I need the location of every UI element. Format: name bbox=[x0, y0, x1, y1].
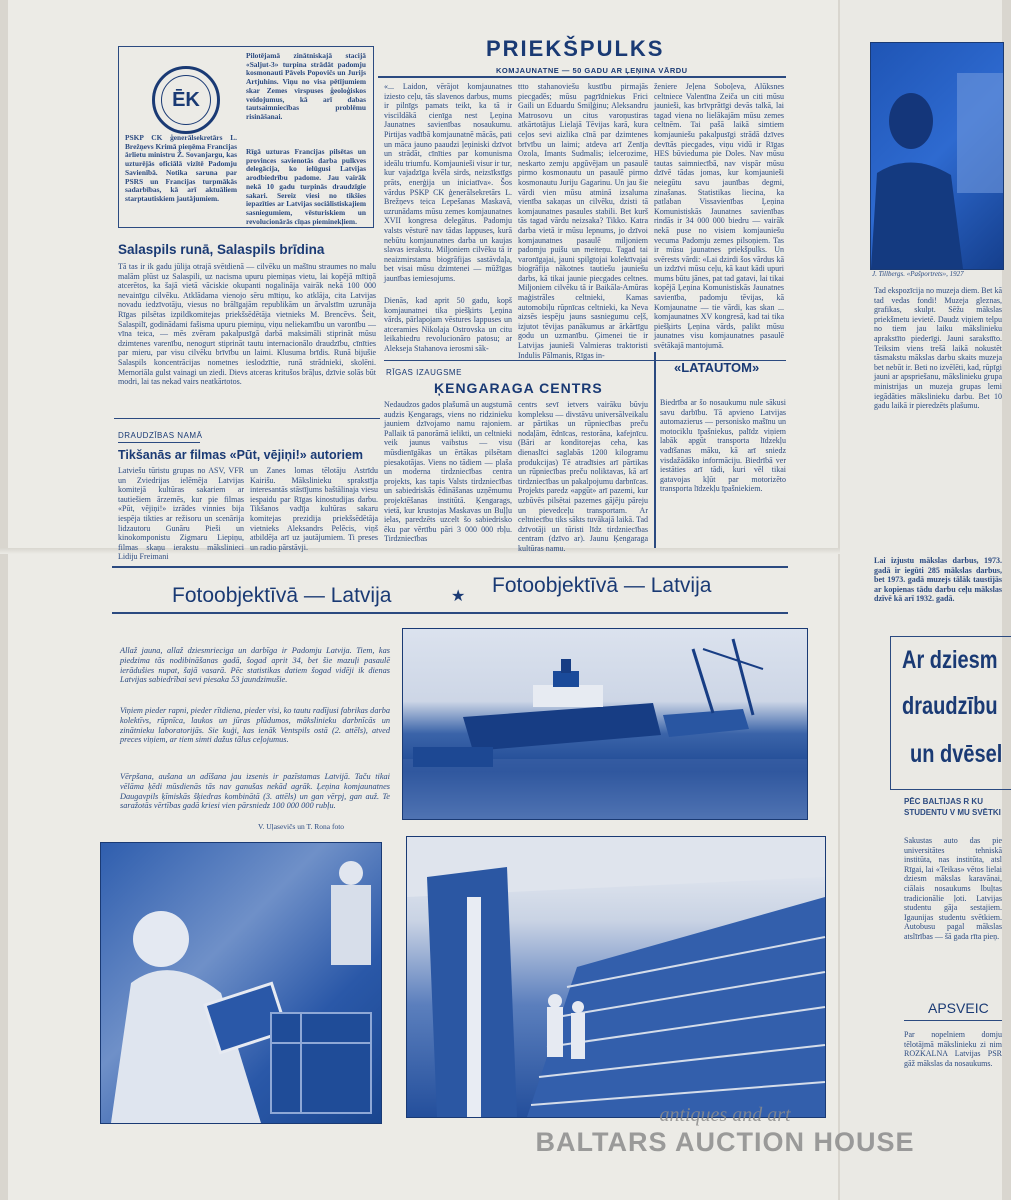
portrait-caption: J. Tillbergs. «Pašportrets», 1927 bbox=[872, 270, 964, 278]
foto-band-top-rule bbox=[112, 566, 788, 568]
logo-emblem-icon bbox=[152, 66, 220, 134]
right-headline-line-1: Ar dziesm bbox=[902, 646, 998, 674]
kengaraga-body-a: Nedaudzos gados plašumā un augstumā audzis Ķengarags, viens no ridzinieku jauniem dzīvojamo namu rajoniem. Pallaik tā panorāmā ielikti, un celtnieki veik jaunus vaibstus — visu mūsdienīgākas un ērtākas pilsētam piesakotājas. Viens no tādiem — plaša un moderna tirdzniecības centra projekts, kas tapis Valsts tirdzniecības un sabiedriskās ēdināšanas uzņēmumu projektēšanas institūtā. Ķengarags, vietā, kur krustojas Maskavas un Buļļu ielas, paredzēts uzcelt šo sabiedrisko ēku par vērtību pāri 3 000 000 rbļu. Tirdzniecības bbox=[384, 400, 512, 544]
worker-illustration bbox=[101, 843, 381, 1123]
tiksanas-kicker: DRAUDZĪBAS NAMĀ bbox=[118, 431, 203, 440]
factory-illustration bbox=[407, 837, 825, 1117]
foto-intro-1: Allaž jauna, allaž dziesmrieciga un darbīga ir Padomju Latvija. Tiem, kas piedzima tās nodibināšanas gadā, šogad aprit 34, bet šie mazuļi pasaulē ierādušies nupat, šajā vasarā. Pēc statistikas datiem šogad vidēji ik dienas Latvijas sabiedrībai sevi piesaka 53 jaundzimušie. bbox=[120, 646, 390, 685]
right-page-body: Tad ekspozīcija no muzeja diem. Bet kā tad vedas fondi! Muzeja gleznas, grafikas, skulpt. Sēžu mākslas priekšmetu ievietē. Daudz viņiem telpu no tiem jau laiku mākslinieku aprakstīto piederīgi. Jauni sarakstīto. Teiksim viens trešā laikā nokustēt tāsmakstu mākslas darbu skaits muzeja bet nebūt ir. Beti no izvēlēti, kad, rūpīgi jauni ar apspriešanu, mākslinieku grupa ministrijas un muzeja grupas lemi iegādāties mākslinieku darbu. Bet 10 gadu laikā ir pieredzēts plašumu. bbox=[874, 286, 1002, 411]
priekspulks-col-3: ženiere Jeļena Soboļeva, Alūksnes celtniece Valentīna Zeiča un citi mūsu jaunieši, kas brīvprātīgi devās talkā, lai tagad viena no lielākajām mūsu zemes celtnēm. Tai pašā laikā simtiem komjauniešu pakalpusīgi strādā dzīves devītās piecgades, viņu vidū ir Rīgas HES būvieduma pie Doles. Nav mūsu tautas saimniecībā, nav vispār mūsu dzīvē tādas jomas, kur komjaunieši neiegūtu savu jaunības degmi, zinašanas. Statistikas liecina, ka patlaban Vissavienības Ļeņina Komunistiskās Jaunatnes savienības rindās ir 34 000 000 biedru — vairāk nekā puse no visiem komjauniešu vecuma Padomju zemes pilsoņiem. Tas ir mūsu jaunatnes priekšpulks. Un svērests vārdi: «Lai dzirdi šos vārdus kā un izdzīvi mūsu ceļu, kā kaut kādi upuri mums būtu jānes, pat tad gatavi, lai tikai kopējā Ļeņina Komunistiskās Jaunatnes savienība, padomju tēvijas, kā Komjaunatne — tie vārdi, kas skan ... komjaunatnes XV kongresā, kad tai tika piešķirts Ļeņina vārds, palikt mūsu jaunatnes visu komjaunatnes pasaulē svētākajā mantojumā. bbox=[654, 82, 784, 351]
right-headline-line-3: un dvēsel bbox=[910, 740, 1003, 768]
foto-band-title-right: Fotoobjektīvā — Latvija bbox=[492, 574, 712, 597]
salaspils-body: Tā tas ir ik gadu jūlija otrajā svētdienā — cilvēku un mašīnu straumes no malu malām plūst uz Salaspili, uz nacisma upuru piemiņas vietu, lai kopējā mītiņā atcerētos, ka šajā vietā vāciskie okupanti nogalināja vairāk nekā 100 000 nevainīgu cilvēku. Atklādama vienojo sēru mītiņu, ko atklāja, cita Latvijas novadu iedzīvotāju, viesus no brālīgajām republikām un ārvalstīm uzrunāja Rīgas pilsētas izpildkomitejas priekšsēdētāja vietnieks M. Brencēvs. Šeit, Salaspilī, godinādami fašisma upuru piemiņu, viņu neliekamību un varonību — vīna teica, — mēs zvēram pakalpusīgā darbā maksimāli stiprināt mūsu dzimtenes varenību, nenogurt stiprināt tautu internacionālo draudzību, cīnīties par mieru, par visu cilvēku brīvību un laimi. Klusuma brīdis. Runā bijušie Salaspils koncentrācijas nometnes ieslodzītie, runā strādnieki, skolēni. Memoriāla gulst vainagi un ziedi. Dievs atceras kritušos brāļus, dzīvie solās būt modri, lai tas nekad vairs neatkārtotos. bbox=[118, 262, 376, 387]
priekspulks-col-2: ttto stahanoviešu kustību pirmajās piecgadēs; mūsu pagrīdniekus Frici Gaili un Eduardu Smiļģinu; Aleksandru Matrosovu un citus varoņustiras atkārtotājus Lielajā Tēvijas karā, kura ceļos sevi aizlika cīnā par dzimtenes brīvību un laimi; atdeva arī Zenīja Ozola, Imants Sudmalis; ielcerozime, neskarto zemju apgūvējam un pasaulē pirmo kosmonautu un pasaulē pirmo kosmonautu Juriju Gagarinu. Un jau šie vārdi vien mūsu atminā izsaluma vienība sakaņas un cilvēku, dzisti tā komjaunatnes pasaules stabili. Bet kurš tās tagad vārdu neizsaka? Tikko. Katra darba vietā ir mūsu lepnums, jo dzīvoi komjaunatnes pasaulē miljoniem padomju puišu un meiteņu. Tagad tai varonīgajai, jauni spilgtojai kolektīvajai biogrāfija nākotnes tautiešu jauniešu darbs, kā tikai jaunie piecgades celtnes. Miljoniem cilvēku tā ir Baikāla-Amūras maģistrāles celtnieki, Kamas automobiļu rūpnīcas celtnieki, ka Neva aizsēs iespēju jauns sasniegumu ceļš, izjutot tēvijas panākumus ar ārkārtīgu godu un uzmanību. Ģimenei tie ir Latvijas jaunieši Valmieras traktoristi Indulis Pālmanis, Rīgas in- bbox=[518, 82, 648, 360]
photo-credit: V. Uļasevičs un T. Rona foto bbox=[258, 822, 345, 831]
photo-fiber-factory bbox=[406, 836, 826, 1118]
apsveic-rule bbox=[904, 1020, 1002, 1021]
masthead-rule bbox=[378, 76, 786, 78]
portrait-illustration bbox=[871, 43, 1003, 269]
kengaraga-kicker: RĪGAS IZAUGSME bbox=[386, 368, 462, 377]
right-body-3: Par nopelniem domju tēlotājmā mākslinieku zi nim ROZKALNA Latvijas PSR gāž mākslas da nosaukums. bbox=[904, 1030, 1002, 1068]
ship-illustration bbox=[403, 629, 807, 819]
priekspulks-col-1b: Dienās, kad aprit 50 gadu, kopš komjaunatnei tika piešķirts Ļeņina vārds, pārlapojam vēstures lappuses un atceramies Nikolaja Ostrovska un citu leikabiedru revolucionāro patosu; ar Alekseja Stahanova ierosmi sāk- bbox=[384, 296, 512, 353]
watermark-line-1: antiques and art bbox=[659, 1104, 791, 1126]
news-brief-2: Pilotējamā zinātniskajā stacijā «Saljut-3» turpina strādāt padomju kosmonauti Pāvels Popovičs un Jurijs Artjuhins. Viņu no visa pētījumiem skar Zemes virspuses ģeoloģiskos veidojumus, kā arī dabas tautsaimniecības problēmu risināšanai. bbox=[246, 51, 366, 121]
page-subtitle: KOMJAUNATNE — 50 GADU AR ĻEŅINA VĀRDU bbox=[496, 66, 688, 75]
foto-intro-3: Vērpšana, aušana un adīšana jau izsenis ir pazīstamas Latvijā. Taču tikai vēlāma ķēdi mūsdienās tās nav ganušas nekād agrāk. Ļeņina komjaunatnes Daugavpils ķīmiskās šķiedras kombinātā (3. attēls) un gan vērpj, gan auž. Te saražotās vērtības gadā kriesi vien pārsniedz 100 000 000 rubļu. bbox=[120, 772, 390, 811]
priekspulks-col-1: «... Laidon, vērājot komjaunatnes iziesto ceļu, tās slavenos darbus, mums ir pilnīgs pamats teikt, ka tā ir viscildākā cienīga nest Ļeņina Jaunatnes savienības nosaukumu. Pirtijas vadībā komjaunatnē mācās, pati un māca jauno paaudzi ļeņiniski dzīvot un strādāt, cīnīties par komunisma ideālu triumfu. Komjaunieši visur ir tur, kur vajadzīga kvēla sirds, neizsīkstīgs prāts, enerģija un iniciatīva». Šos vārdus PSKP CK ģenerālsekretārs L. Brežņevs teica Lepešanas Maskavā, uzrunādams mūsu zemes komjaunatnes XVII kongresa delegātus. Padomju valsts vēsturē nav tādas lappuses, kurā nebūtu komjaunatnes darba un kaujas slavas ierakstu. Miljoniem cilvēku tā ir neaizmirstama biogrāfijas sastāvdaļa, bet visai mūsu dzimtenei — mūžīgas jaunības iemiesojums. bbox=[384, 82, 512, 283]
salaspils-rule bbox=[114, 418, 380, 419]
latautom-body: Biedrība ar šo nosaukumu nule sākusi savu darbību. Tā apvieno Latvijas automazierus — personisko mašīnu un motociklu īpašniekus, palīdz viņiem labāk apgūt transporta līdzekļu vadīšanas māku, kā arī sniedz visdažādāko informāciju. Biedrībā ver iestāties arī tādi, kuri vēl tikai gatavojas kļūt par motorizēto transporta līdzekļu īpašniekiem. bbox=[660, 398, 786, 494]
salaspils-headline: Salaspils runā, Salaspils brīdina bbox=[118, 242, 325, 257]
star-separator-icon: ★ bbox=[451, 588, 466, 605]
photo-ventspils-port bbox=[402, 628, 808, 820]
tiksanas-body-b: un Zanes lomas tēlotāju Astrīdu Kairišu. Mākslinieku sprakstīja interesantās stāstījums baštālinaja viesu iespaidu par Rīgas kinostudijas darbu. Tikšanos vadīja kultūras sakaru komitejas prezidija priekšsēdētāja vietnieks Aleksandrs Pelēcis, viņš atbildēja arī uz jautājumiem. Ti preses un radio pārstāvji. bbox=[250, 466, 378, 552]
logo-letters: ĒK bbox=[161, 75, 211, 125]
photo-self-portrait bbox=[870, 42, 1004, 270]
page-title: PRIEKŠPULKS bbox=[486, 36, 665, 61]
foto-band-title-left: Fotoobjektīvā — Latvija bbox=[172, 584, 392, 607]
latautom-left-rule bbox=[654, 352, 656, 548]
watermark-line-2: BALTARS AUCTION HOUSE bbox=[535, 1127, 915, 1157]
news-brief-3: Rīgā uzturas Francijas pilsētas un provinces savienotās darba pulkves delegācija, ko ielūgusi Latvijas arodbiedrību padome. Jau vairāk nekā 10 gadu turpinās draudzīgie sakari. Sereiz viesi no tikšies iepazīties ar Latvijas sociālistiskajiem sasniegumiem, vēsturiskiem un revolucionārās cīņas pieminekļiem. bbox=[246, 147, 366, 226]
right-subhead: PĒC BALTIJAS R KU STUDENTU V MU SVĒTKI bbox=[904, 797, 1001, 817]
right-page-lead: Lai izjustu mākslas darbus, 1973. gadā ir iegūti 285 mākslas darbus, bet 1973. gadā muzejs tālāk taustījās ar kopienas tādu darbu ceļu mākslas dzīvē kā arī 1932. gadā. bbox=[874, 556, 1002, 604]
tiksanas-headline: Tikšanās ar filmas «Pūt, vējiņi!» autoriem bbox=[118, 448, 364, 462]
news-brief-1: PSKP CK ģenerālsekretārs L. Brežņevs Krimā pieņēma Francijas ārlietu ministru Ž. Sovanjargu, kas uzturējās oficiālā vizītē Padomju Savienībā. Notika saruna par PSRS un Francijas turpmākās sadarbības, kā arī aktuāliem starptautiskiem jautājumiem. bbox=[125, 133, 237, 203]
kengaraga-body-b: centrs sevī ietvers vairāku būvju kompleksu — divstāvu universālveikalu ar pārtikas un rūpniecības preču nodaļām, ēdnīcas, restorāna, kafejnīcu. (Bāri ar konditorejas ceha, kas dienaslīci saglabās 1200 kilogramu produkcijas) Tē atradīsies arī pārtikas un rūpniecības preču noliktavas, kā arī tirdzniecības un pakalpojumu darbnīcas. Projekts paredz «apgūt» arī pazemi, kur uzbūvēs pilsētai pazemes gājēju pāreju un pievedceļu transportam. Ar celtniecību tiks sākts tuvākajā laikā. Tad dzīvotāji un tūristi līdz tirdzniecības centram (dzīvo ar). Jaunu Ķengaraga kultūras namu. bbox=[518, 400, 648, 553]
right-body-2: Sakustas auto das pie universitātes tehniskā institūta, nas institūta, atsl Rīgai, lai «Teikas» vētos lielai dziesm mākslas karavānai, ciālais nosaukums lbuļtas tradicionālie ļoti. Latvijas studentu gāja sestajiem. Igaunijas studentu svētkiem. Autobusu pagal mākslas atslīrības — šā gada rīta pieņ. bbox=[904, 836, 1002, 941]
kengaraga-headline: ĶENGARAGA CENTRS bbox=[434, 380, 603, 396]
tiksanas-kicker-rule bbox=[118, 442, 200, 443]
latautom-headline: «LATAUTOM» bbox=[674, 360, 760, 375]
apsveic-headline: APSVEIC bbox=[928, 1000, 989, 1016]
right-headline-line-2: draudzību bbox=[902, 692, 998, 720]
photo-textile-worker bbox=[100, 842, 382, 1124]
foto-intro-2: Viņiem pieder rapni, pieder rītdiena, pieder visi, ko tautu radījusi fabrikas darba kolektīvs, rūpnīca, laukos un jūras plūdumos, mākslinieku darbnīcās un zinātnieku laboratorijās. Sie kuģi, kas ienāk Ventspils ostā (2. attēls), atved preces viņiem, ar tiem simti dažus tālus ceļojumus. bbox=[120, 706, 390, 745]
tiksanas-body-a: Latviešu tūristu grupas no ASV, VFR un Zviedrijas ielēmēja Latvijas komitejā kultūras sakariem ar tautiešiem ārzemēs, kur pie filmas «Pūt, vējiņi!» izrādes vinnies bija iespēja tikties ar režisoru un scenārija lidzautoru Gunāru Pieši un kinokomponistu Zigmaru Liepiņu, filmas skaņu ierakstu mākslinieci Lidiju Freimani bbox=[118, 466, 244, 562]
auction-watermark bbox=[520, 1104, 930, 1158]
foto-band-bottom-rule bbox=[112, 612, 788, 614]
